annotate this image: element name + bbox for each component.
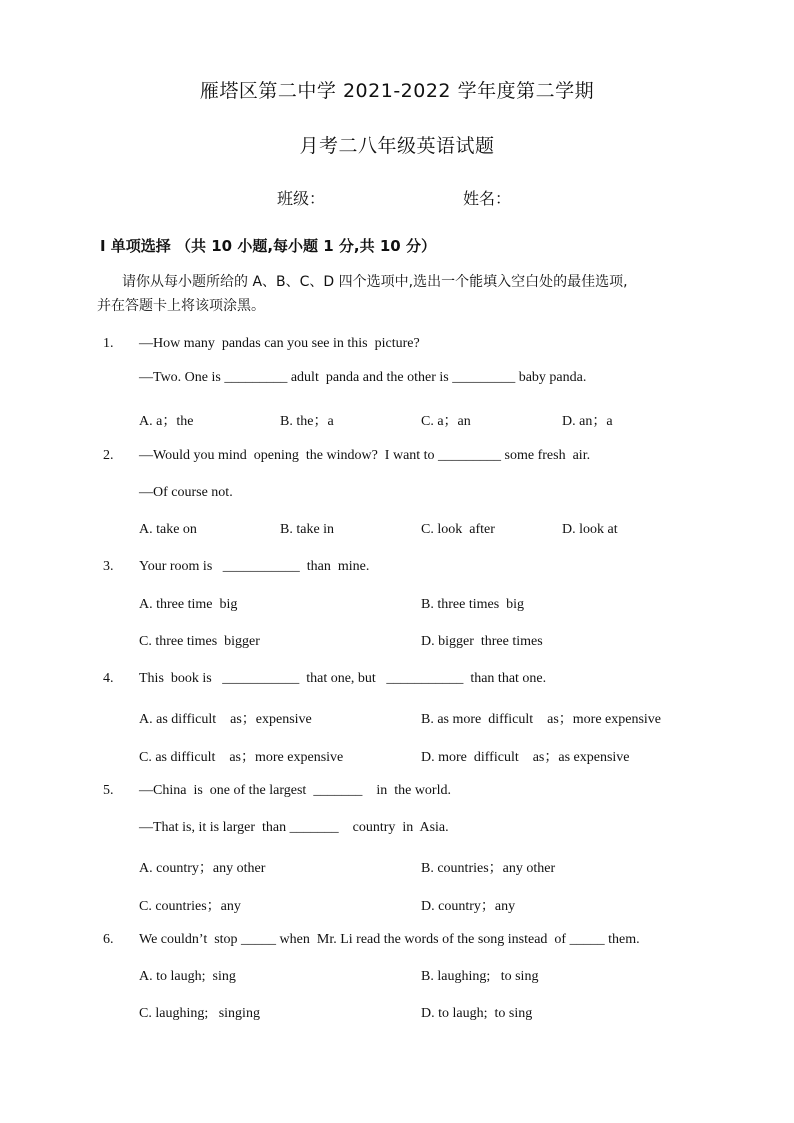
- question-text: This book is ___________ that one, but ___________ than that one.: [139, 671, 547, 686]
- option-c: C. as difficult as；more expensive: [139, 750, 344, 765]
- option-b: B. laughing; to sing: [421, 969, 539, 984]
- option-a: A. as difficult as；expensive: [139, 712, 312, 727]
- exam-title: 雁塔区第二中学 2021-2022 学年度第二学期: [199, 80, 595, 102]
- student-info-line: [0, 186, 794, 208]
- option-d: D. more difficult as；as expensive: [421, 750, 630, 765]
- question-number: 1.: [103, 336, 114, 351]
- option-b: B. take in: [280, 522, 335, 537]
- option-c: C. look after: [421, 522, 495, 537]
- class-label: 班级：: [277, 189, 326, 208]
- option-a: A. to laugh; sing: [139, 969, 236, 984]
- question-text: We couldn’t stop _____ when Mr. Li read the words of the song instead of _____ them.: [139, 932, 640, 947]
- option-b: B. the；a: [280, 414, 334, 429]
- question-text: —Of course not.: [139, 485, 233, 500]
- option-c: C. laughing; singing: [139, 1006, 260, 1021]
- option-c: C. a；an: [421, 414, 471, 429]
- option-d: D. bigger three times: [421, 634, 543, 649]
- option-a: A. a；the: [139, 414, 194, 429]
- exam-subtitle: 月考二八年级英语试题: [299, 135, 495, 157]
- question-text: —Would you mind opening the window? I want to _________ some fresh air.: [139, 448, 591, 463]
- question-number: 3.: [103, 559, 114, 574]
- instruction-line-1: 请你从每小题所给的 A、B、C、D 四个选项中,选出一个能填入空白处的最佳选项,: [122, 274, 628, 290]
- option-a: A. country；any other: [139, 861, 266, 876]
- option-a: A. three time big: [139, 597, 238, 612]
- section-heading: I 单项选择 （共 10 小题,每小题 1 分,共 10 分）: [100, 237, 436, 255]
- option-a: A. take on: [139, 522, 197, 537]
- question-text: —China is one of the largest _______ in the world.: [139, 783, 451, 798]
- option-d: D. an；a: [562, 414, 613, 429]
- question-text: —Two. One is _________ adult panda and the other is _________ baby panda.: [139, 370, 587, 385]
- question-number: 4.: [103, 671, 114, 686]
- question-number: 2.: [103, 448, 114, 463]
- option-d: D. look at: [562, 522, 618, 537]
- question-text: Your room is ___________ than mine.: [139, 559, 370, 574]
- name-label: 姓名：: [463, 189, 512, 208]
- instruction-line-2: 并在答题卡上将该项涂黑。: [97, 298, 265, 314]
- option-b: B. as more difficult as；more expensive: [421, 712, 662, 727]
- question-text: —How many pandas can you see in this picture?: [139, 336, 420, 351]
- question-number: 5.: [103, 783, 114, 798]
- option-b: B. three times big: [421, 597, 525, 612]
- question-number: 6.: [103, 932, 114, 947]
- option-c: C. countries；any: [139, 899, 241, 914]
- option-b: B. countries；any other: [421, 861, 556, 876]
- option-d: D. to laugh; to sing: [421, 1006, 533, 1021]
- option-d: D. country；any: [421, 899, 516, 914]
- question-text: —That is, it is larger than _______ country in Asia.: [139, 820, 449, 835]
- option-c: C. three times bigger: [139, 634, 260, 649]
